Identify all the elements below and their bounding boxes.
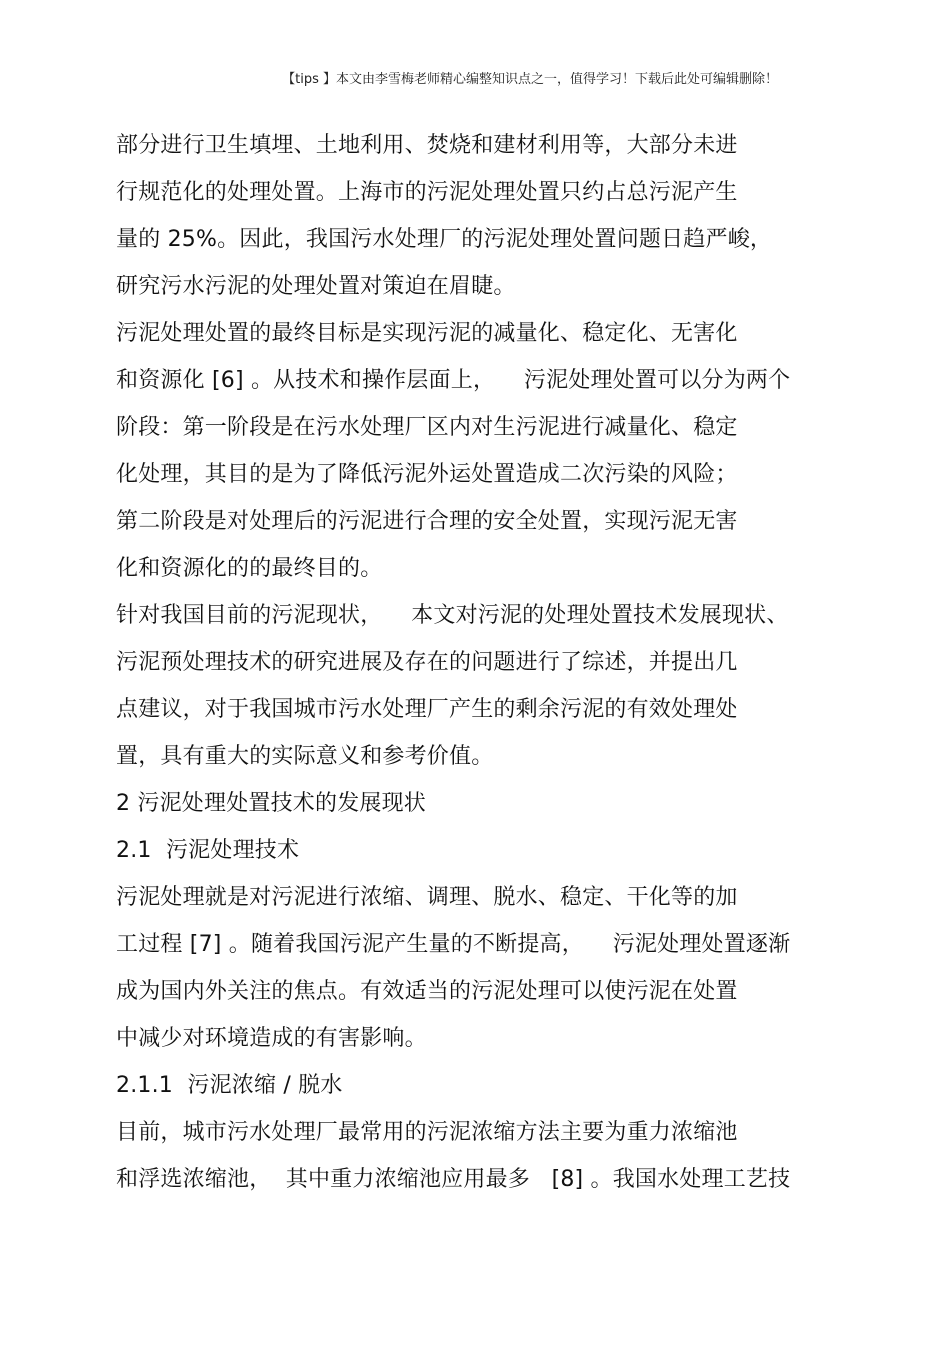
text-line: 阶段：第一阶段是在污水处理厂区内对生污泥进行减量化、稳定 [116, 415, 738, 440]
text-line: 目前，城市污水处理厂最常用的污泥浓缩方法主要为重力浓缩池 [116, 1120, 738, 1145]
text-line: 中减少对环境造成的有害影响。 [116, 1026, 427, 1051]
text-line: 行规范化的处理处置。上海市的污泥处理处置只约占总污泥产生 [116, 180, 738, 205]
text-line: 部分进行卫生填埋、土地利用、焚烧和建材利用等，大部分未进 [116, 133, 738, 158]
text-line: 污泥预处理技术的研究进展及存在的问题进行了综述，并提出几 [116, 650, 738, 675]
text-line: 污泥处理处置的最终目标是实现污泥的减量化、稳定化、无害化 [116, 321, 738, 346]
text-line: 工过程 [7] 。随着我国污泥产生量的不断提高， 污泥处理处置逐渐 [116, 932, 791, 957]
text-line: 化和资源化的的最终目的。 [116, 556, 383, 581]
text-line: 和资源化 [6] 。从技术和操作层面上， 污泥处理处置可以分为两个 [116, 368, 791, 393]
subsubsection-heading: 2.1.1 污泥浓缩 / 脱水 [116, 1073, 343, 1098]
text-line: 第二阶段是对处理后的污泥进行合理的安全处置，实现污泥无害 [116, 509, 738, 534]
text-line: 量的 25%。因此，我国污水处理厂的污泥处理处置问题日趋严峻， [116, 227, 773, 252]
text-line: 化处理，其目的是为了降低污泥外运处置造成二次污染的风险； [116, 462, 738, 487]
header-tip: 【tips 】本文由李雪梅老师精心编整知识点之一，值得学习！下载后此处可编辑删除！ [282, 72, 778, 87]
subsection-heading: 2.1 污泥处理技术 [116, 838, 300, 863]
text-line: 研究污水污泥的处理处置对策迫在眉睫。 [116, 274, 516, 299]
text-line: 点建议，对于我国城市污水处理厂产生的剩余污泥的有效处理处 [116, 697, 738, 722]
text-line: 针对我国目前的污泥现状， 本文对污泥的处理处置技术发展现状、 [116, 603, 789, 628]
text-line: 置，具有重大的实际意义和参考价值。 [116, 744, 494, 769]
document-body [116, 128, 836, 1209]
text-line: 和浮选浓缩池， 其中重力浓缩池应用最多 [8] 。我国水处理工艺技 [116, 1167, 791, 1192]
section-heading: 2 污泥处理处置技术的发展现状 [116, 791, 426, 816]
text-line: 成为国内外关注的焦点。有效适当的污泥处理可以使污泥在处置 [116, 979, 738, 1004]
text-line: 污泥处理就是对污泥进行浓缩、调理、脱水、稳定、干化等的加 [116, 885, 738, 910]
